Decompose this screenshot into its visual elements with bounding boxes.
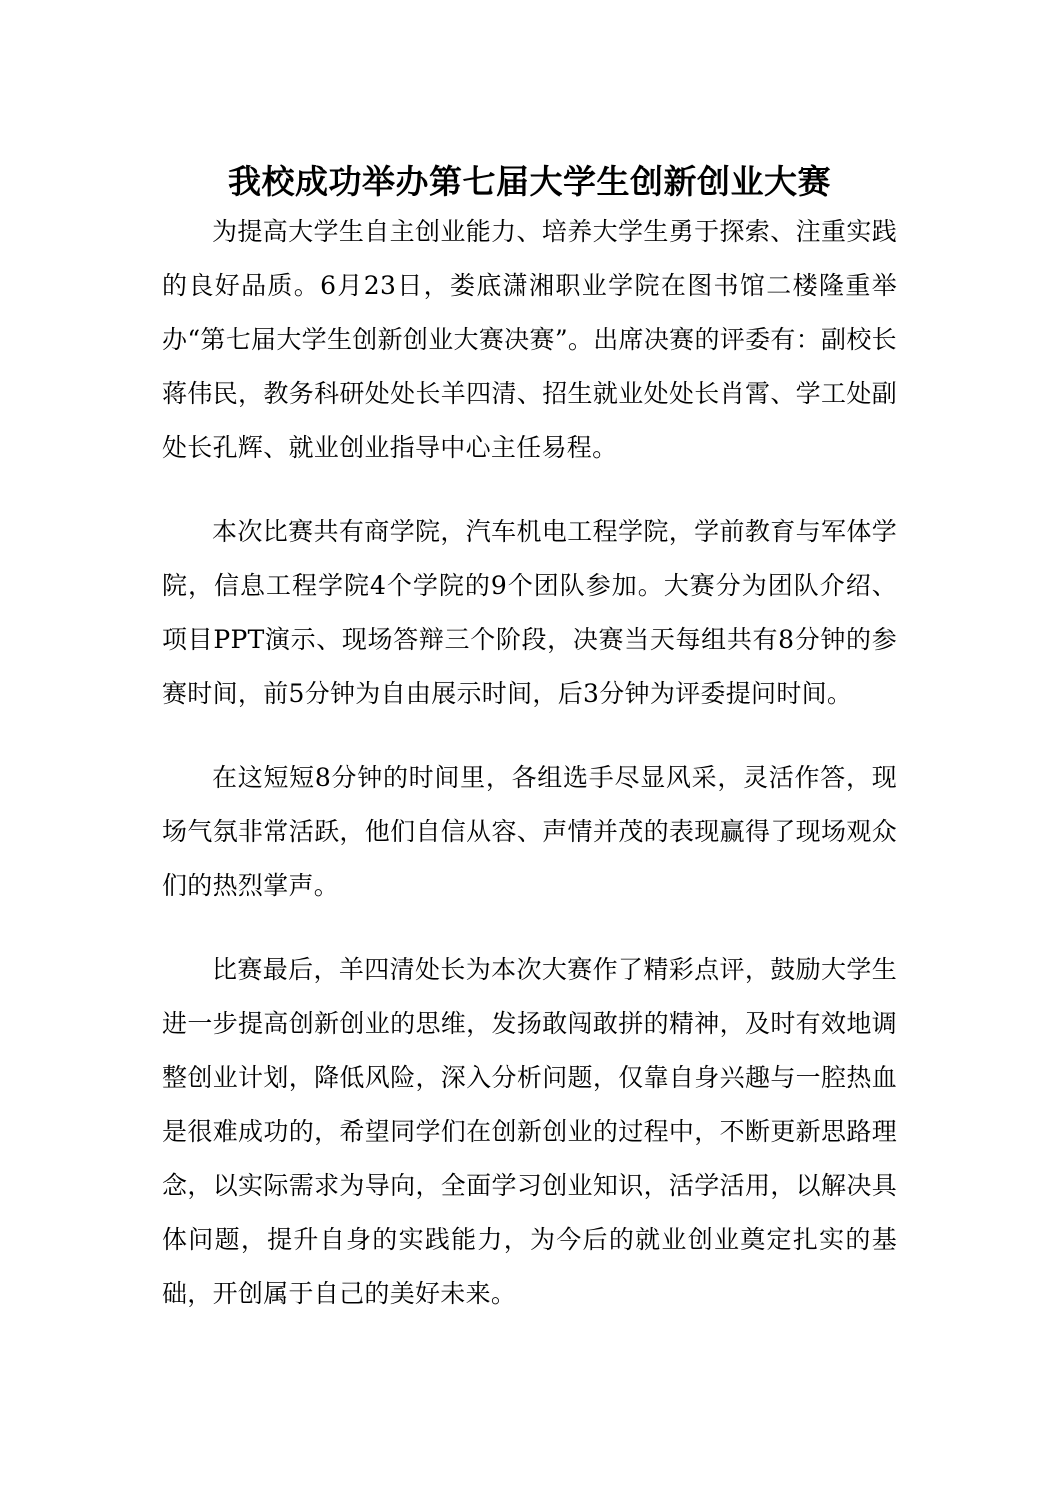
paragraph-2: 本次比赛共有商学院，汽车机电工程学院，学前教育与军体学院，信息工程学院4个学院的9个团队参加。大赛分为团队介绍、项目PPT演示、现场答辩三个阶段，决赛当天每组共有8分钟的参赛时间，前5分钟为自由展示时间，后3分钟为评委提问时间。 bbox=[162, 517, 897, 708]
paragraph-1: 为提高大学生自主创业能力、培养大学生勇于探索、注重实践的良好品质。6月23日，娄底潇湘职业学院在图书馆二楼隆重举办“第七届大学生创新创业大赛决赛”。出席决赛的评委有：副校长蒋伟民，教务科研处处长羊四清、招生就业处处长肖霄、学工处副处长孔辉、就业创业指导中心主任易程。 bbox=[162, 217, 897, 462]
document-body bbox=[162, 205, 897, 1351]
paragraph-3: 在这短短8分钟的时间里，各组选手尽显风采，灵活作答，现场气氛非常活跃，他们自信从容、声情并茂的表现赢得了现场观众们的热烈掌声。 bbox=[162, 763, 897, 900]
document-title: 我校成功举办第七届大学生创新创业大赛 bbox=[228, 162, 831, 202]
paragraph-4: 比赛最后，羊四清处长为本次大赛作了精彩点评，鼓励大学生进一步提高创新创业的思维，发扬敢闯敢拼的精神，及时有效地调整创业计划，降低风险，深入分析问题，仅靠自身兴趣与一腔热血是很难成功的，希望同学们在创新创业的过程中，不断更新思路理念，以实际需求为导向，全面学习创业知识，活学活用，以解决具体问题，提升自身的实践能力，为今后的就业创业奠定扎实的基础，开创属于自己的美好未来。 bbox=[162, 955, 897, 1308]
